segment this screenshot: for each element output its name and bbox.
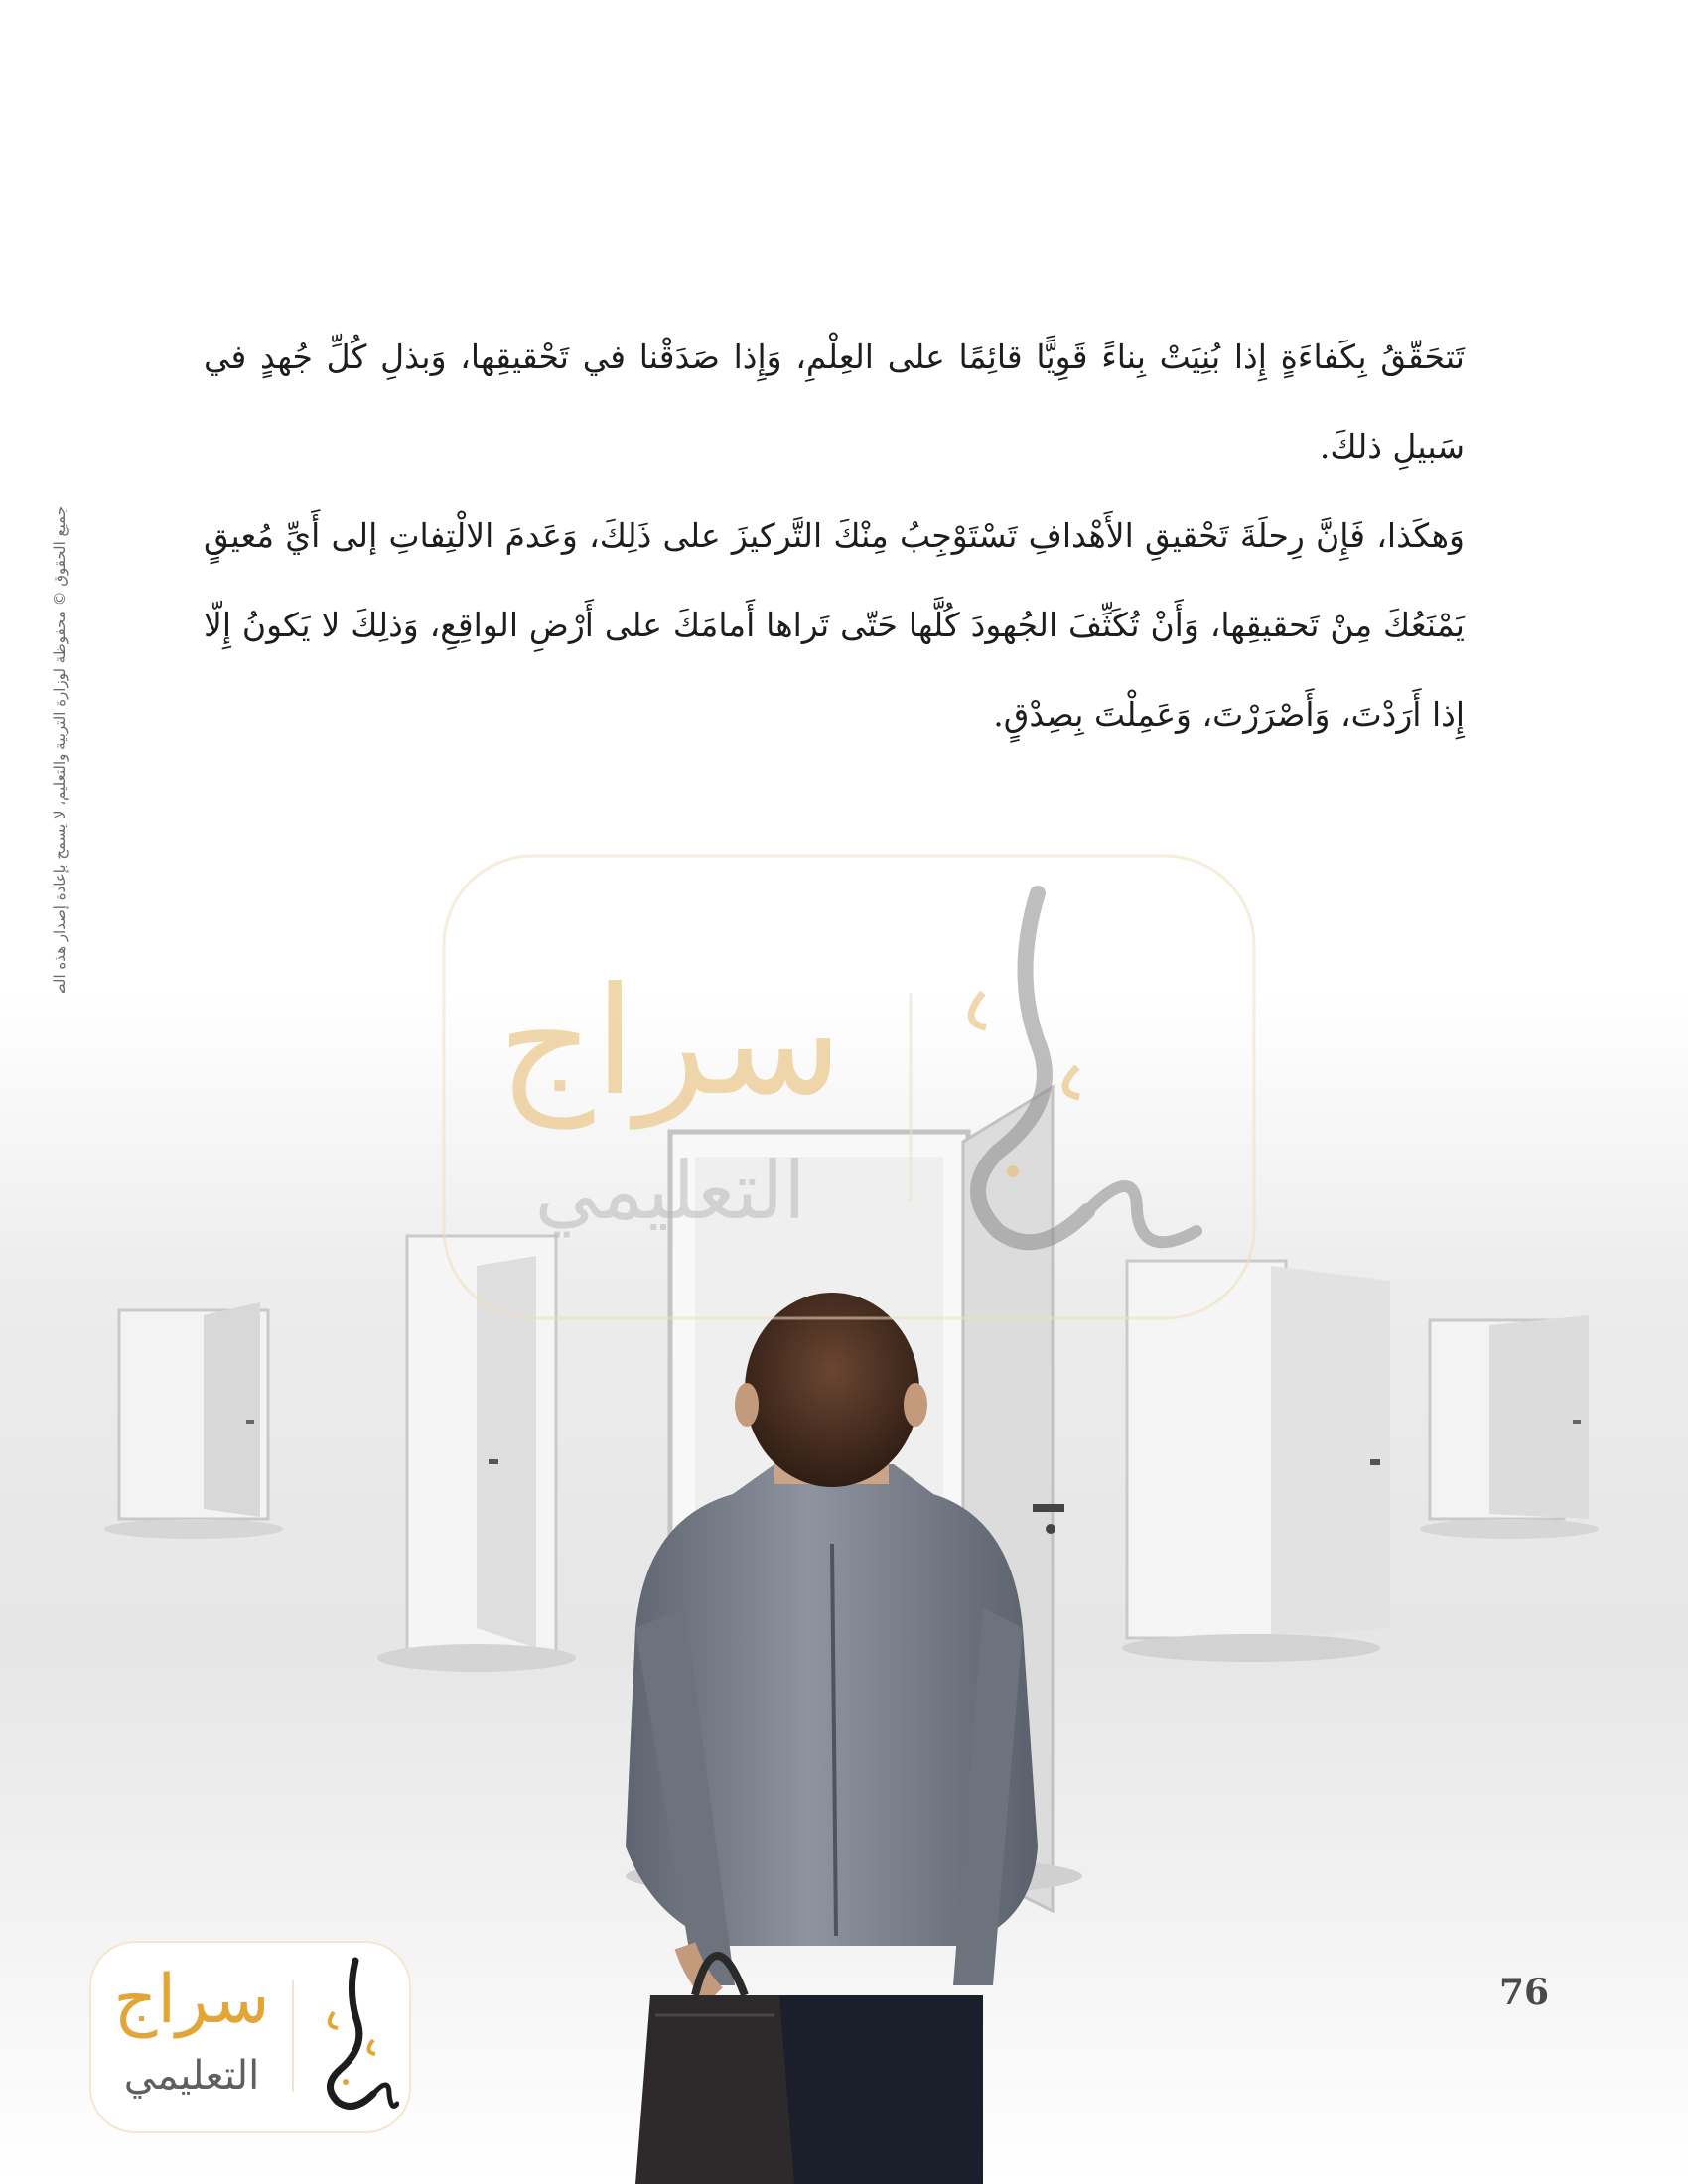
sirag-watermark (442, 854, 1256, 1320)
door-far-right (1420, 1315, 1599, 1539)
logo-main-word: سراج (113, 1961, 270, 2039)
door-far-left (104, 1302, 283, 1539)
page-number: 76 (1498, 1972, 1550, 2013)
door-right (1122, 1261, 1390, 1662)
logo-sub-word: التعليمي (123, 2053, 260, 2099)
watermark-main-word: سراج (497, 956, 843, 1129)
paragraph-1: تَتحَقّقُ بِكَفاءَةٍ إِذا بُنِيَتْ بِناءً قَوِيًّا قائِمًا على العِلْمِ، وَإِذا صَدَقْنا في تَحْقيقِها، وَبذلِ كُلِّ جُهدٍ في سَبيلِ ذلكَ. (204, 338, 1465, 466)
watermark-sub-word: التعليمي (534, 1145, 806, 1237)
paragraph-2: وَهكَذا، فَإِنَّ رِحلَةَ تَحْقيقِ الأَهْدافِ تَسْتَوْجِبُ مِنْكَ التَّركيزَ على ذَلِكَ، وَعَدمَ الالْتِفاتِ إلى أَيِّ مُعيقٍ يَمْنَعُكَ مِنْ تَحقيقِها، وَأَنْ تُكَثِّفَ الجُهودَ كُلَّها حَتّى تَراها أَمامَكَ على أَرْضِ الواقِعِ، وَذلِكَ لا يَكونُ إِلّا إِذا أَرَدْتَ، وَأَصْرَرْتَ، وَعَمِلْتَ بِصِدْقٍ. (204, 516, 1465, 734)
sirag-logo (89, 1941, 411, 2133)
logo-divider (292, 1980, 294, 2092)
calligraphy-mark-icon (304, 1953, 399, 2121)
body-text (204, 313, 1465, 759)
